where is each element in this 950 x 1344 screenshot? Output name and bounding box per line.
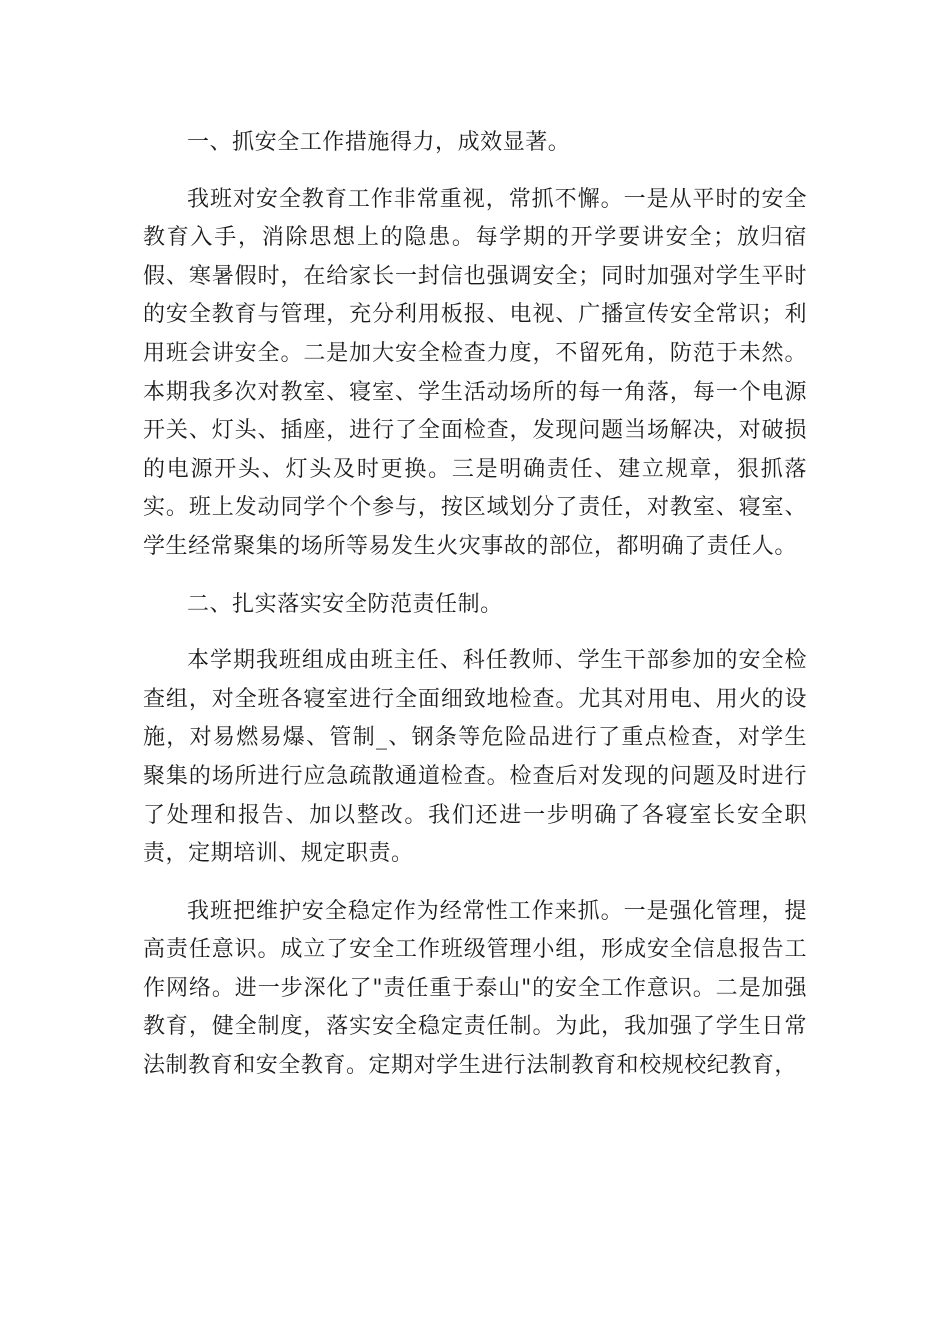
paragraph-safety-inspection: 本学期我班组成由班主任、科任教师、学生干部参加的安全检查组，对全班各寝室进行全面细致地检查。尤其对用电、用火的设施，对易燃易爆、管制_、钢条等危险品进行了重点检查，对学生聚集的场所进行应急疏散通道检查。检查后对发现的问题及时进行了处理和报告、加以整改。我们还进一步明确了各寝室长安全职责，定期培训、规定职责。	[143, 648, 807, 867]
paragraph-safety-education: 我班对安全教育工作非常重视，常抓不懈。一是从平时的安全教育入手，消除思想上的隐患。每学期的开学要讲安全；放归宿假、寒暑假时，在给家长一封信也强调安全；同时加强对学生平时的安全教育与管理，充分利用板报、电视、广播宣传安全常识；利用班会讲安全。二是加大安全检查力度，不留死角，防范于未然。本期我多次对教室、寝室、学生活动场所的每一角落，每一个电源开关、灯头、插座，进行了全面检查，发现问题当场解决，对破损的电源开头、灯头及时更换。三是明确责任、建立规章，狠抓落实。班上发动同学个个参与，按区域划分了责任，对教室、寝室、学生经常聚集的场所等易发生火灾事故的部位，都明确了责任人。	[143, 186, 807, 559]
document-body	[143, 124, 807, 1105]
paragraph-safety-stability: 我班把维护安全稳定作为经常性工作来抓。一是强化管理，提高责任意识。成立了安全工作班级管理小组，形成安全信息报告工作网络。进一步深化了"责任重于泰山"的安全工作意识。二是加强教育，健全制度，落实安全稳定责任制。为此，我加强了学生日常法制教育和安全教育。定期对学生进行法制教育和校规校纪教育，	[143, 898, 807, 1079]
section-heading-2: 二、扎实落实安全防范责任制。	[187, 591, 503, 617]
section-heading-1: 一、抓安全工作措施得力，成效显著。	[187, 130, 571, 155]
